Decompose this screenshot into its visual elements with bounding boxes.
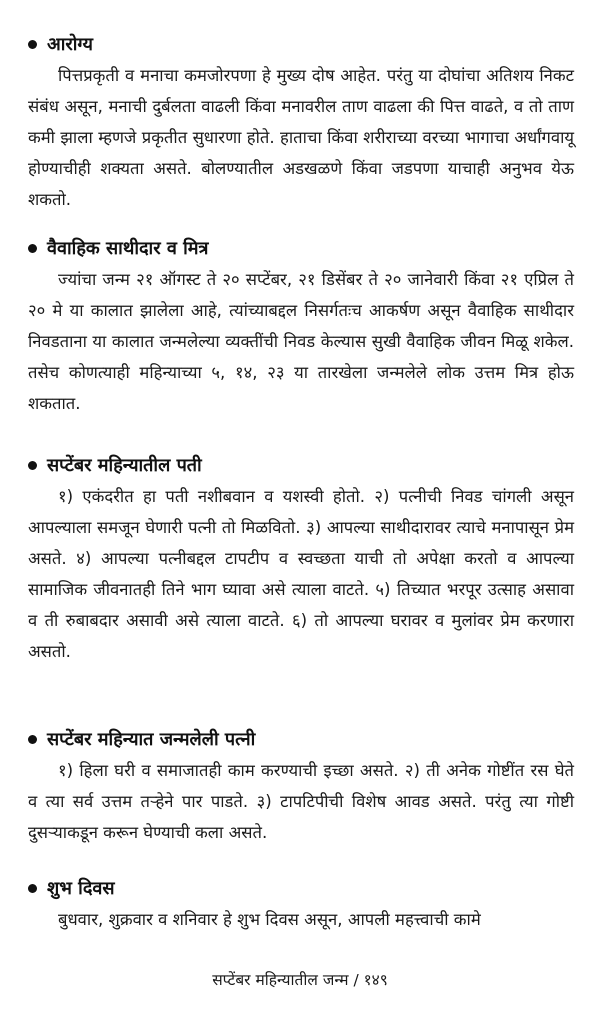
section-spouse-and-friends xyxy=(28,232,574,419)
section-auspicious-days xyxy=(28,872,574,935)
heading-text: आरोग्य xyxy=(47,34,93,55)
bullet-icon xyxy=(28,735,37,744)
section-heading xyxy=(28,28,574,60)
bullet-icon xyxy=(28,40,37,49)
section-september-wife xyxy=(28,723,574,848)
section-heading xyxy=(28,872,574,904)
heading-text: सप्टेंबर महिन्यात जन्मलेली पत्नी xyxy=(47,729,256,750)
section-body: पित्तप्रकृती व मनाचा कमजोरपणा हे मुख्य दोष आहेत. परंतु या दोघांचा अतिशय निकट संबंध असून, मनाची दुर्बलता वाढली किंवा मनावरील ताण वाढला की पित्त वाढते, व तो ताण कमी झाला म्हणजे प्रकृतीत सुधारणा होते. हाताचा किंवा शरीराच्या वरच्या भागाचा अर्धांगवायू होण्याचीही शक्यता असते. बोलण्यातील अडखळणे किंवा जडपणा याचाही अनुभव येऊ शकतो. xyxy=(28,66,574,209)
section-body: १) हिला घरी व समाजातही काम करण्याची इच्छा असते. २) ती अनेक गोष्टींत रस घेते व त्या सर्व उत्तम तऱ्हेने पार पाडते. ३) टापटिपीची विशेष आवड असते. परंतु त्या गोष्टी दुसऱ्याकडून करून घेण्याची कला असते. xyxy=(28,761,574,842)
heading-text: वैवाहिक साथीदार व मित्र xyxy=(47,238,209,259)
section-body: १) एकंदरीत हा पती नशीबवान व यशस्वी होतो. २) पत्नीची निवड चांगली असून आपल्याला समजून घेणारी पत्नी तो मिळवितो. ३) आपल्या साथीदारावर त्याचे मनापासून प्रेम असते. ४) आपल्या पत्नीबद्दल टापटीप व स्वच्छता याची तो अपेक्षा करतो व आपल्या सामाजिक जीवनातही तिने भाग घ्यावा असे त्याला वाटते. ५) तिच्यात भरपूर उत्साह असावा व ती रुबाबदार असावी असे त्याला वाटते. ६) तो आपल्या घरावर व मुलांवर प्रेम करणारा असतो. xyxy=(28,487,574,661)
section-body: बुधवार, शुक्रवार व शनिवार हे शुभ दिवस असून, आपली महत्त्वाची कामे xyxy=(58,910,481,929)
heading-text: शुभ दिवस xyxy=(47,878,115,899)
section-heading xyxy=(28,232,574,264)
page-number: १४९ xyxy=(363,971,388,989)
footer-separator: / xyxy=(348,971,364,989)
section-body: ज्यांचा जन्म २१ ऑगस्ट ते २० सप्टेंबर, २१ डिसेंबर ते २० जानेवारी किंवा २१ एप्रिल ते २० मे या कालात झालेला आहे, त्यांच्याबद्दल निसर्गतःच आकर्षण असून वैवाहिक साथीदार निवडताना या कालात जन्मलेल्या व्यक्तींची निवड केल्यास सुखी वैवाहिक जीवन मिळू शकेल. तसेच कोणत्याही महिन्याच्या ५, १४, २३ या तारखेला जन्मलेले लोक उत्तम मित्र होऊ शकतात. xyxy=(28,270,574,413)
bullet-icon xyxy=(28,244,37,253)
section-september-husband xyxy=(28,449,574,667)
section-health xyxy=(28,28,574,215)
bullet-icon xyxy=(28,461,37,470)
bullet-icon xyxy=(28,884,37,893)
running-title: सप्टेंबर महिन्यातील जन्म xyxy=(212,971,349,989)
section-heading xyxy=(28,449,574,481)
page-footer xyxy=(0,968,600,990)
section-heading xyxy=(28,723,574,755)
heading-text: सप्टेंबर महिन्यातील पती xyxy=(47,455,202,476)
